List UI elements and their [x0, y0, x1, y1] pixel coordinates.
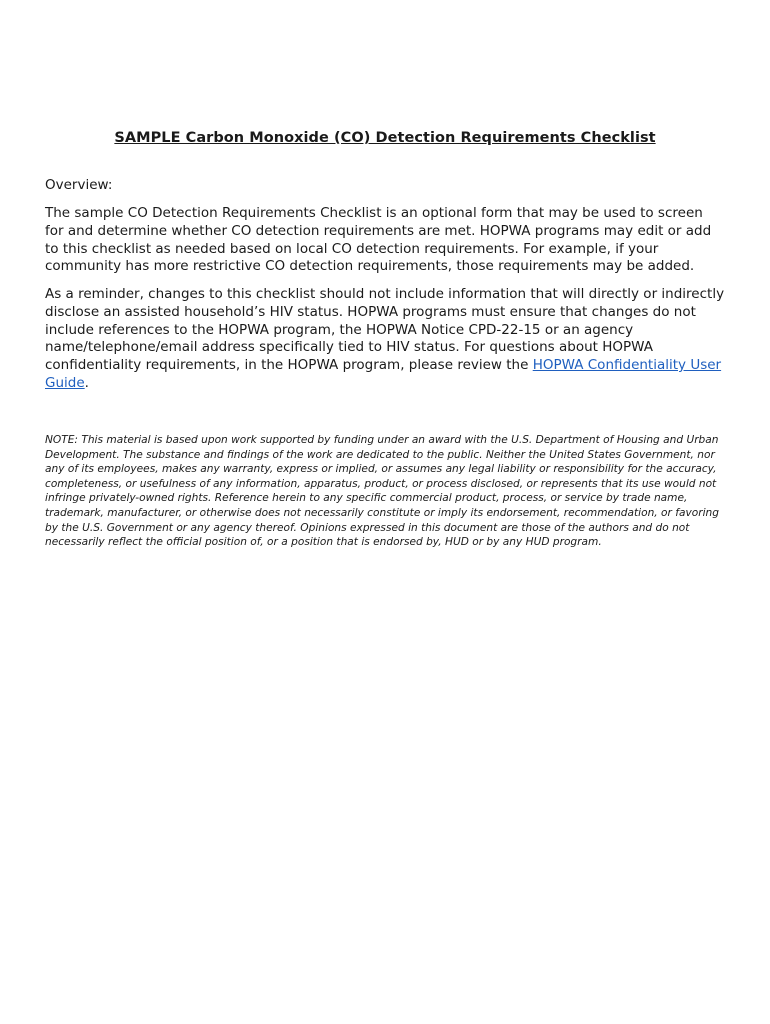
overview-paragraph: The sample CO Detection Requirements Checklist is an optional form that may be used to screen for and determine whether CO detection requirements are met. HOPWA programs may edit or add to this checklist as needed based on local CO detection requirements. For example, if your community has more restrictive CO detection requirements, those requirements may be added. [45, 205, 712, 275]
confidentiality-guide-link[interactable]: HOPWA Confidentiality User Guide [45, 357, 722, 391]
page-title: SAMPLE Carbon Monoxide (CO) Detection Requirements Checklist [114, 130, 656, 146]
reminder-text: As a reminder, changes to this checklist should not include information that will directly or indirectly disclose an assisted household’s HIV status. HOPWA programs must ensure that changes do not include references to the HOPWA program, the HOPWA Notice CPD-22-15 or an agency name/telephone/email address specifically tied to HIV status. For questions about HOPWA confidentiality requirements, in the HOPWA program, please review the [45, 286, 725, 374]
reminder-end: . [84, 374, 89, 391]
reminder-paragraph [45, 286, 725, 393]
disclaimer-note: NOTE: This material is based upon work supported by funding under an award with the U.S. Department of Housing and Urban Development. The substance and findings of the work are dedicated to the public. Neither the United States Government, nor any of its employees, makes any warranty, express or implied, or assumes any legal liability or responsibility for the accuracy, completeness, or usefulness of any information, apparatus, product, or process disclosed, or represents that its use would not infringe privately-owned rights. Reference herein to any specific commercial product, process, or service by trade name, trademark, manufacturer, or otherwise does not necessarily constitute or imply its endorsement, recommendation, or favoring by the U.S. Government or any agency thereof. Opinions expressed in this document are those of the authors and do not necessarily reflect the official position of, or a position that is endorsed by, HUD or by any HUD program. [45, 434, 719, 549]
overview-label: Overview: [45, 177, 113, 193]
